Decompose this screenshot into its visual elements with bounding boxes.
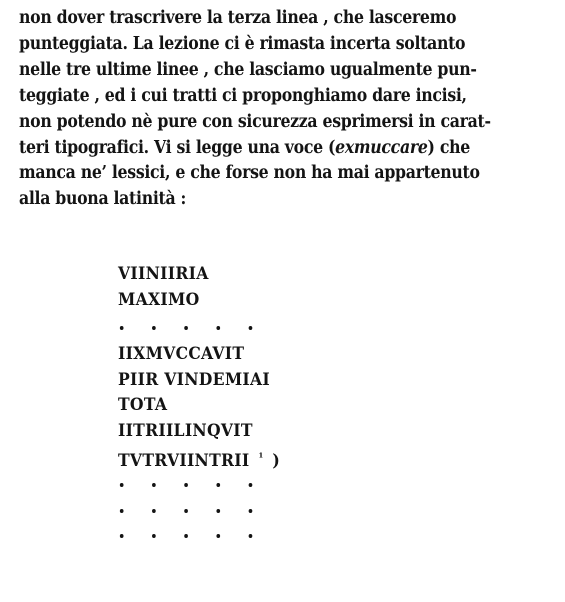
dot — [184, 326, 188, 330]
dotted-line-4 — [118, 521, 280, 547]
text-line-2: punteggiata. La lezione ci è rimasta incerta soltanto — [19, 33, 466, 54]
text-line-1: non dover trascrivere la terza linea , che lasceremo — [19, 8, 457, 28]
dot — [120, 483, 124, 487]
emphasized-word: exmuccare — [335, 137, 428, 158]
dot — [249, 326, 253, 330]
text-line-6-end: che — [434, 137, 470, 158]
dot — [120, 509, 124, 513]
dot — [152, 534, 156, 538]
dotted-line-2 — [118, 470, 280, 496]
dot — [216, 534, 220, 538]
paren-close: ) — [427, 137, 435, 158]
inscription-line-3: IIXMVCCAVIT — [118, 344, 245, 365]
inscription-line-5: TOTA — [118, 395, 168, 416]
body-text — [19, 6, 496, 213]
dot — [120, 534, 124, 538]
dotted-line-3 — [118, 496, 280, 522]
inscription-block — [118, 262, 280, 547]
dot — [184, 534, 188, 538]
dotted-line-1 — [118, 313, 280, 342]
dot — [184, 509, 188, 513]
inscription-line-7-text: TVTRVIINTRII — [118, 450, 250, 471]
dot — [216, 509, 220, 513]
dot — [216, 483, 220, 487]
text-line-4: teggiate , ed i cui tratti ci proponghiamo dare incisi, — [19, 85, 467, 106]
footnote-paren: ) — [272, 450, 280, 471]
inscription-line-7 — [118, 445, 280, 471]
text-line-7: manca ne’ lessici, e che forse non ha mai appartenuto — [19, 163, 480, 184]
text-line-5: non potendo nè pure con sicurezza esprimersi in carat- — [19, 111, 491, 132]
dot — [249, 534, 253, 538]
text-line-3: nelle tre ultime linee , che lasciamo ugualmente pun- — [19, 59, 477, 80]
dot — [152, 509, 156, 513]
dot — [216, 326, 220, 330]
inscription-line-2: MAXIMO — [118, 289, 200, 310]
footnote-marker: ¹ — [258, 450, 264, 464]
inscription-line-6: IITRIILINQVIT — [118, 420, 253, 441]
text-line-6-start: teri tipografici. Vi si legge una voce — [19, 137, 323, 158]
dot — [120, 326, 124, 330]
dot — [249, 509, 253, 513]
dot — [152, 326, 156, 330]
paren-open: ( — [322, 137, 336, 158]
text-line-8: alla buona latinità : — [19, 189, 187, 210]
dot — [184, 483, 188, 487]
text-line-6 — [19, 136, 496, 162]
inscription-line-4: PIIR VINDEMIAI — [118, 369, 271, 390]
dot — [152, 483, 156, 487]
inscription-line-1: VIINIIRIA — [118, 264, 209, 284]
dot — [249, 483, 253, 487]
